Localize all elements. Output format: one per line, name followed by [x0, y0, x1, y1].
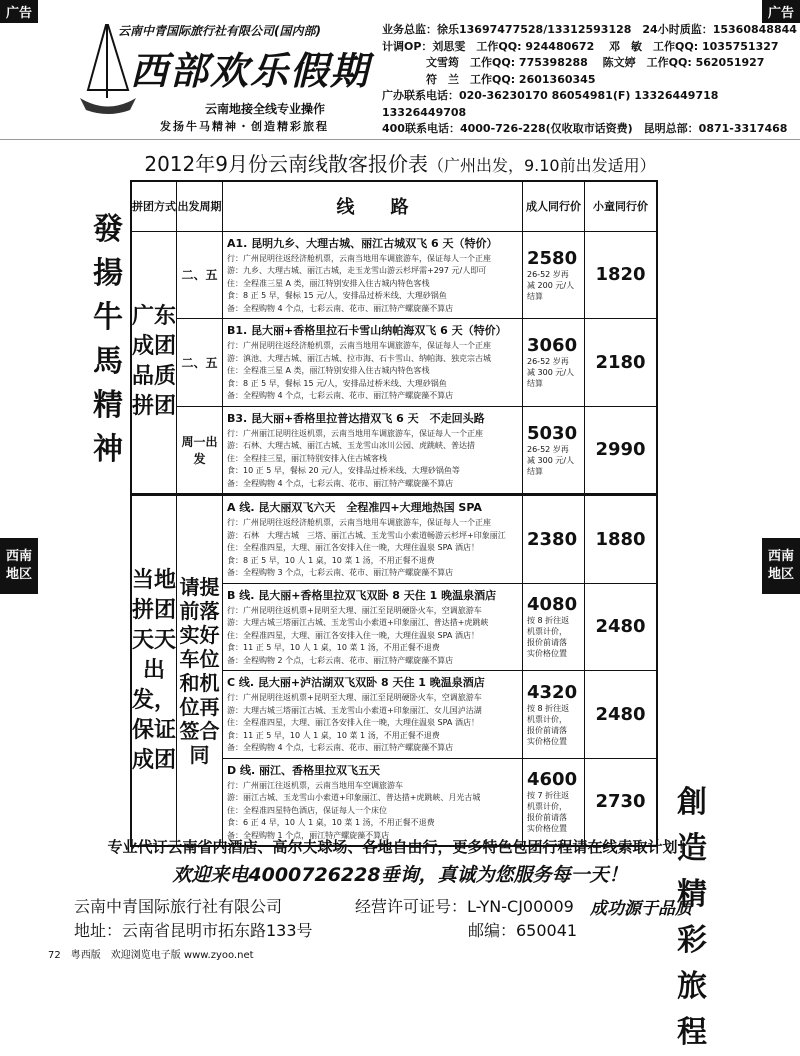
table-row	[131, 406, 657, 495]
route-title: B3. 昆大丽+香格里拉普达措双飞 6 天 不走回头路	[227, 411, 485, 425]
contact-line: 文雪筠 工作QQ: 775398288 陈文婷 工作QQ: 562051927	[382, 56, 765, 69]
region-tab-left: 西南地区	[0, 538, 38, 594]
route-cell: B1. 昆大丽+香格里拉石卡雪山纳帕海双飞 6 天（特价） 行：广州昆明往返经济舱机票，云南当地用车调旅游车，保证每人一个正座 游：滇池、大理古城、丽江古城、拉市海、石卡雪山、纳帕海、独克宗古城 住：全程准三星 A 类，丽江特别安排入住古城内特色客栈 食：8 正 5 早，餐标 15 元/人，安排品过桥米线、大理砂锅鱼 备：全程购物 4 个点，七彩云南、花市、丽江特产螺旋藻不算店	[223, 319, 523, 407]
route-cell: D 线. 丽江、香格里拉双飞五天 行：广州丽江往返机票，云南当地用车空调旅游车 游：丽江古城、玉龙雪山小索道+印象丽江、普达措+虎跳峡、月光古城 住：全程准四星特色酒店，保证每人一个床位 食：6 正 4 早，10 人 1 桌，10 菜 1 汤，不用正餐不退费 备：全程购物 1 个点，丽江特产螺旋藻不算店	[223, 758, 523, 846]
slogan-right: 成功源于品质	[590, 899, 692, 919]
contact-line: 符 兰 工作QQ: 2601360345	[382, 72, 596, 86]
page-title: 2012年9月份云南线散客报价表（广州出发，9.10前出发适用）	[144, 152, 656, 176]
route-title: A1. 昆明九乡、大理古城、丽江古城双飞 6 天（特价）	[227, 236, 498, 250]
child-price: 2180	[585, 319, 658, 407]
contact-line: 广办联系电话：020-36230170 86054981(F) 13326449718 13326449708	[382, 89, 719, 119]
brand-sub2: 发扬牛马精神・创造精彩旅程	[160, 120, 329, 133]
route-cell: B3. 昆大丽+香格里拉普达措双飞 6 天 不走回头路 行：广州丽江昆明往返机票，云南当地用车调旅游车，保证每人一个正座 游：石林、大理古城、丽江古城、玉龙雪山冰川公园、虎跳峡、普达措 住：全程挂三星，丽江特别安排入住古城客栈 食：10 正 5 早，餐标 20 元/人，安排品过桥米线、大理砂锅鱼等 备：全程购物 4 个点，七彩云南、花市、丽江特产螺旋藻不算店	[223, 406, 523, 495]
col-header: 拼团方式	[131, 181, 177, 231]
child-price: 1820	[585, 231, 658, 319]
group-label: 广东成团品质拼团	[131, 231, 177, 495]
table-row	[131, 231, 657, 319]
address: 地址：云南省昆明市拓东路133号	[74, 921, 313, 940]
col-header: 出发周期	[177, 181, 223, 231]
route-cell: A 线. 昆大丽双飞六天 全程准四+大理地热国 SPA 行：广州昆明往返经济舱机票，云南当地用车调旅游车，保证每人一个正座 游：石林 大理古城 三塔、丽江古城、玉龙雪山小索道畅游云杉坪+印象丽江 住：全程准四星，大理、丽江各安排入住一晚，大理住温泉 SPA 酒店！ 食：8 正 5 早，10 人 1 桌，10 菜 1 汤，不用正餐不退费 备：全程购物 3 个点，七彩云南、花市、丽江特产螺旋藻不算店	[223, 495, 523, 584]
route-title: B1. 昆大丽+香格里拉石卡雪山纳帕海双飞 6 天（特价）	[227, 324, 507, 337]
adult-price: 4600 按 7 折往返 机票计价， 报价前请落 实价格位置	[523, 758, 585, 846]
col-header: 线 路	[223, 181, 523, 231]
contact-block	[382, 22, 800, 138]
table-row	[131, 319, 657, 407]
route-title: A 线. 昆大丽双飞六天 全程准四+大理地热国 SPA	[227, 501, 482, 514]
region-tab-right: 西南地区	[762, 538, 800, 594]
group-label: 当地拼团 天天出发，保证成团	[131, 495, 177, 847]
adult-price: 2580 26-52 岁再 减 200 元/人 结算	[523, 231, 585, 319]
side-slogan-left: 發 揚 牛 馬 精 神	[93, 212, 123, 467]
contact-line: 计调OP：刘思雯 工作QQ: 924480672 邓 敏 工作QQ: 1035751327	[382, 39, 779, 53]
adult-price: 5030 26-52 岁再 减 300 元/人 结算	[523, 406, 585, 495]
child-price: 2730	[585, 758, 658, 846]
license-number: 经营许可证号：L-YN-CJ00009	[355, 897, 574, 916]
route-title: C 线. 昆大丽+泸沽湖双飞双卧 8 天住 1 晚温泉酒店	[227, 676, 485, 689]
adult-price: 3060 26-52 岁再 减 300 元/人 结算	[523, 319, 585, 407]
adult-price: 4320 按 8 折往返 机票计价， 报价前请落 实价格位置	[523, 671, 585, 759]
child-price: 2480	[585, 583, 658, 671]
ad-tag-left: 广告	[0, 0, 38, 23]
period: 请提前落实好车位和机位再签合同	[177, 495, 223, 847]
col-header: 成人同行价	[523, 181, 585, 231]
side-slogan-right: 創 造 精 彩 旅 程	[677, 785, 707, 1050]
postcode: 邮编：650041	[468, 921, 578, 940]
table-row	[131, 495, 657, 584]
route-cell: A1. 昆明九乡、大理古城、丽江古城双飞 6 天（特价） 行：广州昆明往返经济舱机票，云南当地用车调旅游车，保证每人一个正座 游：九乡、大理古城、丽江古城，走玉龙雪山游云杉坪需+297 元/人即可 住：全程准三星 A 类，丽江特别安排入住古城内特色客栈 食：8 正 5 早，餐标 15 元/人，安排品过桥米线、大理砂锅鱼 备：全程购物 4 个点，七彩云南、花市、丽江特产螺旋藻不算店	[223, 231, 523, 319]
child-price: 2990	[585, 406, 658, 495]
brand-sub: 云南地接全线专业操作	[205, 102, 326, 116]
child-price: 1880	[585, 495, 658, 584]
route-cell: B 线. 昆大丽+香格里拉双飞双卧 8 天住 1 晚温泉酒店 行：广州昆明往返机票+昆明至大理、丽江至昆明硬卧火车，空调旅游车 游：大理古城三塔丽江古城、玉龙雪山小索道+印象丽江、普达措+虎跳峡 住：全程准四星，大理、丽江各安排入住一晚，大理住温泉 SPA 酒店！ 食：11 正 5 早，10 人 1 桌，10 菜 1 汤，不用正餐不退费 备：全程购物 2 个点，七彩云南、花市、丽江特产螺旋藻不算店	[223, 583, 523, 671]
brand-name: 西部欢乐假期	[130, 48, 371, 93]
service-note: 专业代订云南省内酒店、高尔夫球场、各地自由行，更多特色包团行程请在线索取计划！	[107, 838, 693, 856]
route-title: D 线. 丽江、香格里拉双飞五天	[227, 763, 380, 777]
period: 二、五	[177, 231, 223, 319]
child-price: 2480	[585, 671, 658, 759]
contact-line: 业务总监：徐乐13697477528/13312593128 24小时质监：15360848844	[382, 23, 797, 36]
route-title: B 线. 昆大丽+香格里拉双飞双卧 8 天住 1 晚温泉酒店	[227, 588, 497, 602]
price-table	[130, 180, 658, 847]
contact-line: 400联系电话：4000-726-228(仅收取市话资费) 昆明总部：0871-3317468	[382, 122, 788, 135]
period: 周一出发	[177, 406, 223, 495]
adult-price: 4080 按 8 折往返 机票计价， 报价前请落 实价格位置	[523, 583, 585, 671]
table-header-row	[131, 181, 657, 231]
period: 二、五	[177, 319, 223, 407]
company-name: 云南中青国际旅行社有限公司	[74, 897, 283, 916]
col-header: 小童同行价	[585, 181, 658, 231]
company-top: 云南中青国际旅行社有限公司(国内部)	[118, 24, 321, 38]
hotline-banner: 欢迎来电4000726228垂询，真诚为您服务每一天！	[172, 864, 628, 886]
ad-tag-right: 广告	[762, 0, 800, 23]
route-cell: C 线. 昆大丽+泸沽湖双飞双卧 8 天住 1 晚温泉酒店 行：广州昆明往返机票+昆明至大理、丽江至昆明硬卧火车，空调旅游车 游：大理古城三塔丽江古城、玉龙雪山小索道+印象丽江、女儿国泸沽湖 住：全程准四星，大理、丽江各安排入住一晚，大理住温泉 SPA 酒店！ 食：11 正 5 早，10 人 1 桌，10 菜 1 汤，不用正餐不退费 备：全程购物 4 个点，七彩云南、花市、丽江特产螺旋藻不算店	[223, 671, 523, 759]
adult-price: 2380	[523, 495, 585, 584]
footer: 72 粤西版 欢迎浏览电子版 www.zyoo.net	[48, 950, 254, 961]
